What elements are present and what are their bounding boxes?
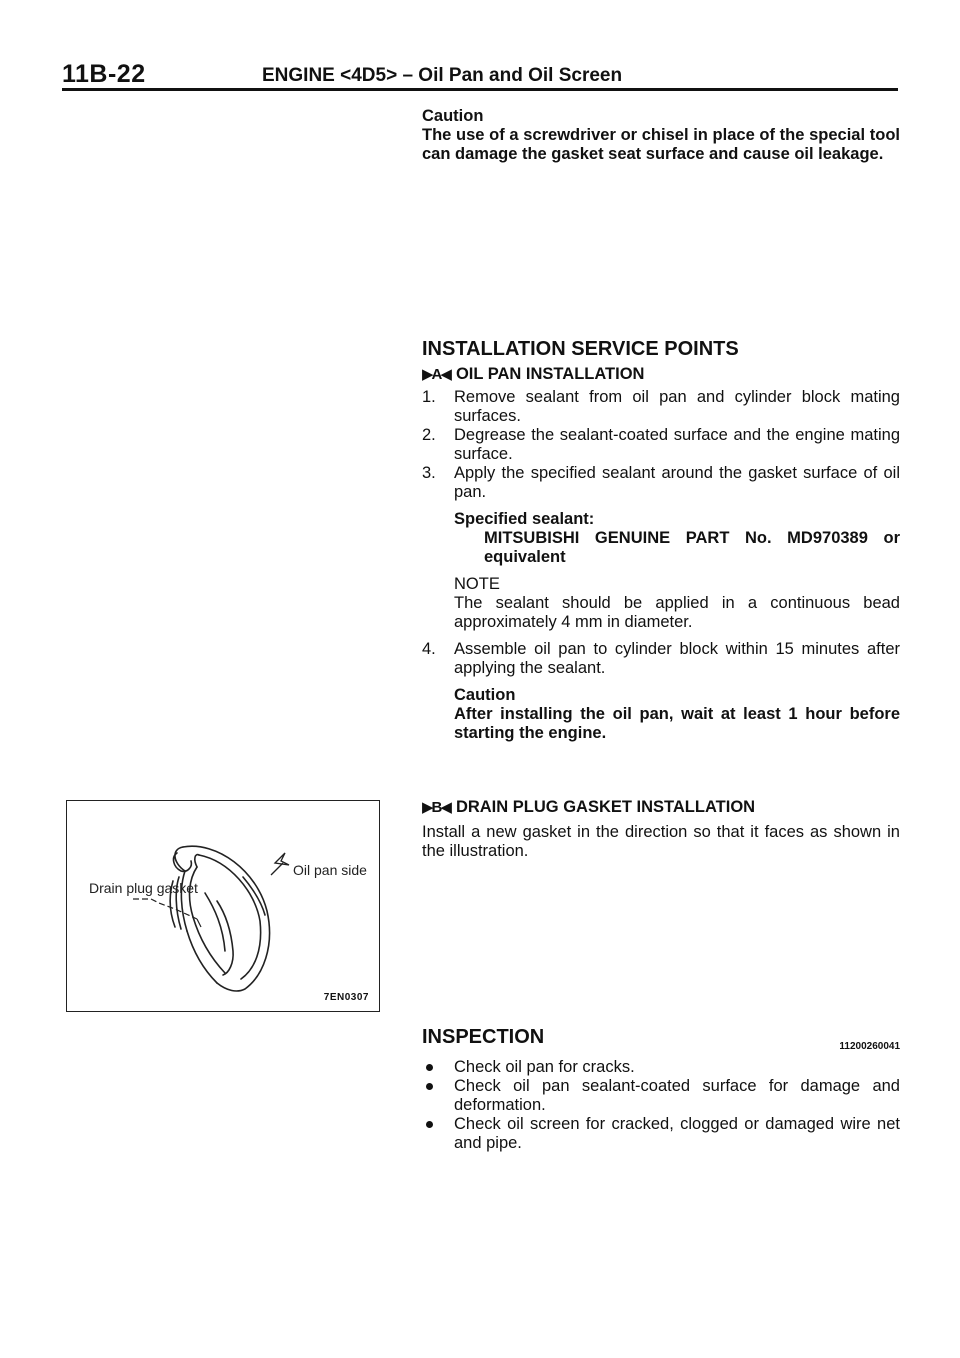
gasket-illustration [66, 800, 380, 1012]
drain-plug-section [422, 798, 900, 861]
step-item: 3. Apply the specified sealant around the gasket surface of oil pan. [422, 464, 900, 501]
figure-code: 7EN0307 [323, 992, 369, 1003]
removal-caution [422, 107, 900, 164]
drain-plug-gasket-label: Drain plug gasket [89, 880, 198, 896]
inspection-section [422, 1028, 900, 1153]
oil-pan-side-label: Oil pan side [293, 862, 367, 878]
inspection-code: 11200260041 [839, 1041, 900, 1052]
step-item: 4. Assemble oil pan to cylinder block within 15 minutes after applying the sealant. [422, 640, 900, 677]
installation-section [422, 340, 900, 743]
step-item: 2. Degrease the sealant-coated surface and the engine mating surface. [422, 426, 900, 463]
bullet-icon [426, 1083, 433, 1090]
bullet-icon [426, 1121, 433, 1128]
bullet-icon [426, 1064, 433, 1071]
note-label: NOTE [454, 575, 500, 593]
caution-label: Caution [422, 107, 484, 125]
drain-plug-title [422, 798, 900, 817]
list-item: Check oil pan for cracks. [422, 1058, 900, 1077]
section-title: ENGINE <4D5> – Oil Pan and Oil Screen [262, 65, 623, 86]
reference-marker-a: ▶A◀ [422, 366, 450, 383]
note-block [422, 575, 900, 632]
oil-pan-installation-title [422, 365, 900, 384]
header-rule [62, 88, 898, 91]
sealant-label: Specified sealant: [454, 510, 595, 528]
note-text: The sealant should be applied in a continuous bead approximately 4 mm in diameter. [454, 594, 900, 631]
reference-marker-b: ▶B◀ [422, 799, 450, 816]
sealant-value: MITSUBISHI GENUINE PART No. MD970389 or equivalent [484, 529, 900, 566]
inspection-heading-row [422, 1028, 900, 1052]
drain-plug-title-text: DRAIN PLUG GASKET INSTALLATION [455, 798, 756, 816]
installation-caution [422, 686, 900, 743]
oil-pan-steps [422, 388, 900, 502]
caution-text: The use of a screwdriver or chisel in place of the special tool can damage the gasket seat surface and cause oil leakage. [422, 126, 900, 163]
gasket-drawing [67, 801, 381, 1013]
oil-pan-step-4 [422, 640, 900, 678]
inspection-list [422, 1058, 900, 1153]
list-item: Check oil screen for cracked, clogged or damaged wire net and pipe. [422, 1115, 900, 1153]
specified-sealant [422, 510, 900, 567]
caution-text: After installing the oil pan, wait at least 1 hour before starting the engine. [454, 705, 900, 742]
caution-label: Caution [454, 686, 516, 704]
drain-plug-text: Install a new gasket in the direction so that it faces as shown in the illustration. [422, 823, 900, 860]
inspection-heading: INSPECTION [422, 1026, 545, 1048]
list-item: Check oil pan sealant-coated surface for damage and deformation. [422, 1077, 900, 1115]
oil-pan-title-text: OIL PAN INSTALLATION [455, 365, 645, 383]
page-header [62, 54, 898, 92]
installation-heading: INSTALLATION SERVICE POINTS [422, 338, 739, 360]
step-item: 1. Remove sealant from oil pan and cylinder block mating surfaces. [422, 388, 900, 425]
page-number: 11B-22 [62, 60, 146, 88]
